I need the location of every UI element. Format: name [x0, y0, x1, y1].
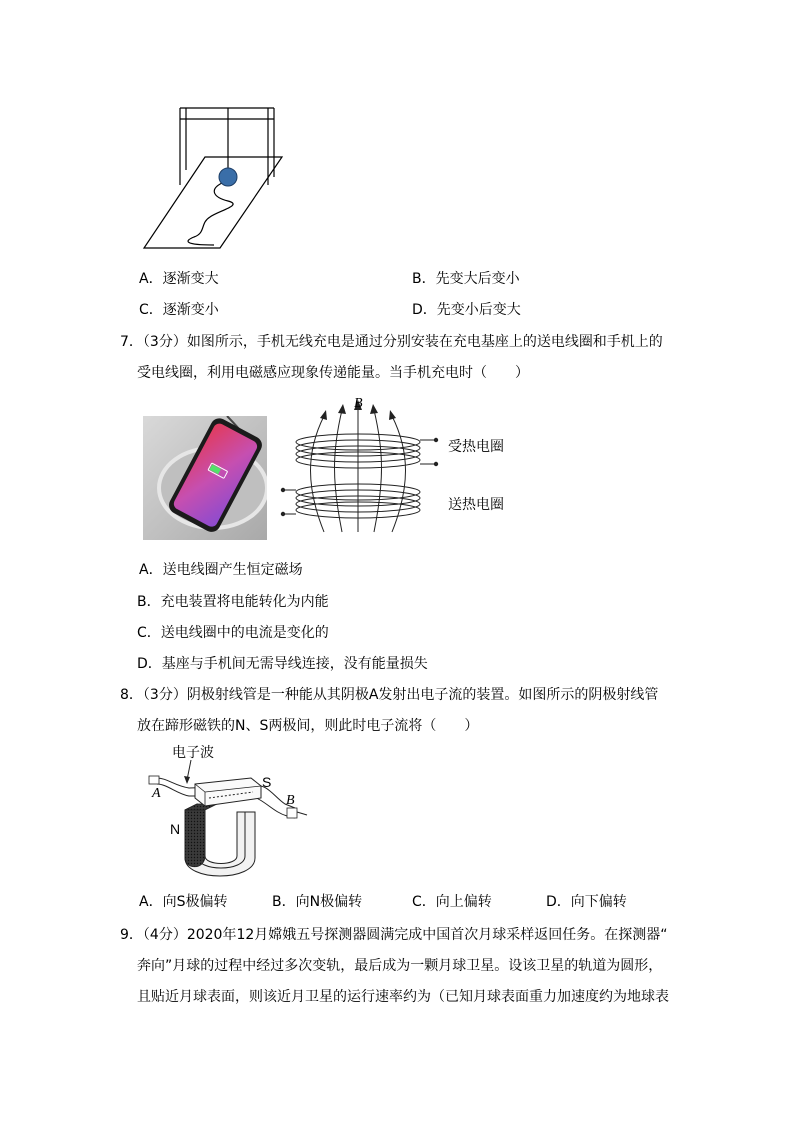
q7-option-b[interactable]: B．充电装置将电能转化为内能 [137, 594, 329, 610]
q7-option-d[interactable]: D．基座与手机间无需导线连接，没有能量损失 [137, 656, 428, 672]
q8-option-b[interactable]: B．向N极偏转 [272, 894, 363, 910]
q6-option-d[interactable]: D．先变小后变大 [412, 302, 521, 318]
q9-stem-line1: 9．（4分）2020年12月嫦娥五号探测器圆满完成中国首次月球采样返回任务。在探测器“ [120, 927, 668, 943]
send-coil-label: 送热电圈 [448, 497, 504, 513]
q9-stem-line3: 且贴近月球表面，则该近月卫星的运行速率约为（已知月球表面重力加速度约为地球表 [137, 989, 669, 1005]
q9-stem-line2: 奔向”月球的过程中经过多次变轨，最后成为一颗月球卫星。设该卫星的轨道为圆形， [137, 958, 663, 974]
s-pole-label: S [262, 774, 272, 790]
q6-option-b[interactable]: B．先变大后变小 [412, 271, 520, 287]
anode-b-label: B [286, 793, 295, 808]
cathode-a-label: A [152, 786, 161, 801]
magnetic-field-label: B [354, 396, 363, 411]
electron-stream-label: 电子波 [172, 745, 214, 761]
wireless-charger-photo [143, 416, 267, 540]
q7-option-c[interactable]: C．送电线圈中的电流是变化的 [137, 625, 329, 641]
q8-option-d[interactable]: D．向下偏转 [546, 894, 627, 910]
q8-stem-line1: 8．（3分）阴极射线管是一种能从其阴极A发射出电子流的装置。如图所示的阴极射线管 [120, 687, 659, 703]
q7-option-a[interactable]: A．送电线圈产生恒定磁场 [139, 562, 303, 578]
q7-stem-line2: 受电线圈，利用电磁感应现象传递能量。当手机充电时（ ） [137, 365, 529, 381]
q8-option-a[interactable]: A．向S极偏转 [139, 894, 228, 910]
q8-stem-line2: 放在蹄形磁铁的N、S两极间，则此时电子流将（ ） [137, 718, 479, 734]
n-pole-label: N [170, 821, 181, 837]
q6-option-a[interactable]: A．逐渐变大 [139, 271, 219, 287]
pendulum-figure [140, 105, 290, 255]
coil-diagram [280, 392, 520, 540]
receive-coil-label: 受热电圈 [448, 439, 504, 455]
q6-option-c[interactable]: C．逐渐变小 [139, 302, 219, 318]
q7-stem-line1: 7．（3分）如图所示，手机无线充电是通过分别安装在充电基座上的送电线圈和手机上的 [120, 334, 663, 350]
q8-option-c[interactable]: C．向上偏转 [412, 894, 492, 910]
